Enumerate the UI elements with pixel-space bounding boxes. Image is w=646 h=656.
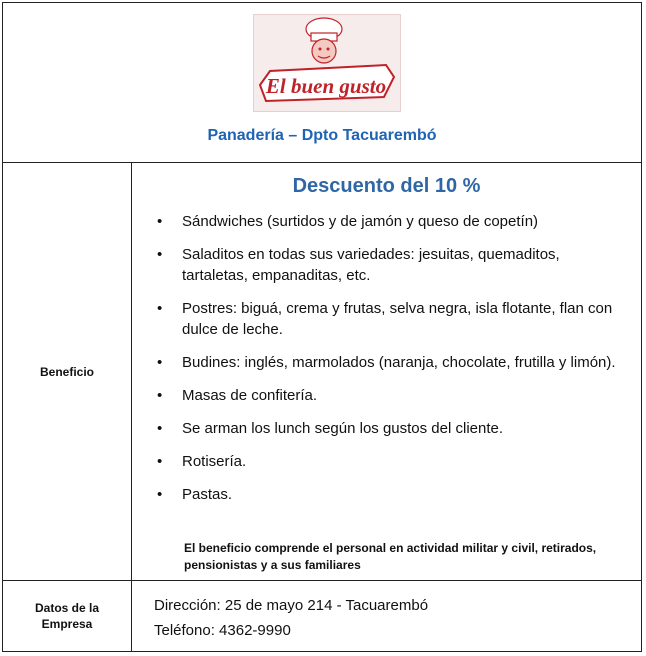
company-label-line2: Empresa [41,617,93,631]
company-phone: Teléfono: 4362-9990 [154,622,291,639]
bullet-icon: • [157,300,163,317]
list-item [155,298,625,340]
list-item [155,244,625,286]
page-title: Panadería – Dpto Tacuarembó [207,127,437,144]
bullet-icon: • [157,453,163,470]
list-item [155,385,625,406]
bullet-icon: • [157,486,163,503]
bullet-icon: • [157,387,163,404]
company-address: Dirección: 25 de mayo 214 - Tacuarembó [154,597,429,614]
list-item [155,484,625,505]
discount-heading: Descuento del 10 % [292,175,481,197]
company-label-cell [3,581,132,651]
company-details [154,593,428,643]
bullet-icon: • [157,213,163,230]
bullet-icon: • [157,420,163,437]
header [3,3,641,163]
list-item-text: Budines: inglés, marmolados (naranja, chocolate, frutilla y limón). [182,354,616,371]
benefit-note: El beneficio comprende el personal en actividad militar y civil, retirados, pensionistas y a sus familiares [184,541,597,572]
bullet-icon: • [157,246,163,263]
list-item-text: Se arman los lunch según los gustos del cliente. [182,420,504,437]
list-item-text: Pastas. [182,486,233,503]
list-item-text: Masas de confitería. [182,387,318,404]
benefit-label-cell [3,163,132,581]
bakery-logo [253,14,401,112]
list-item [155,352,625,373]
list-item-text: Postres: biguá, crema y frutas, selva negra, isla flotante, flan con dulce de leche. [182,300,613,338]
list-item-text: Saladitos en todas sus variedades: jesuitas, quemaditos, tartaletas, empanaditas, etc. [182,246,560,284]
bullet-icon: • [157,354,163,371]
chef-logo-icon [254,15,400,111]
list-item [155,418,625,439]
logo-text: El buen gusto [265,74,387,98]
company-label-line1: Datos de la [34,601,100,615]
list-item-text: Sándwiches (surtidos y de jamón y queso de copetín) [182,213,539,230]
list-item-text: Rotisería. [182,453,247,470]
benefit-label: Beneficio [39,365,94,379]
list-item [155,211,625,232]
list-item [155,451,625,472]
benefit-list [155,211,625,517]
benefit-sheet [2,2,642,652]
